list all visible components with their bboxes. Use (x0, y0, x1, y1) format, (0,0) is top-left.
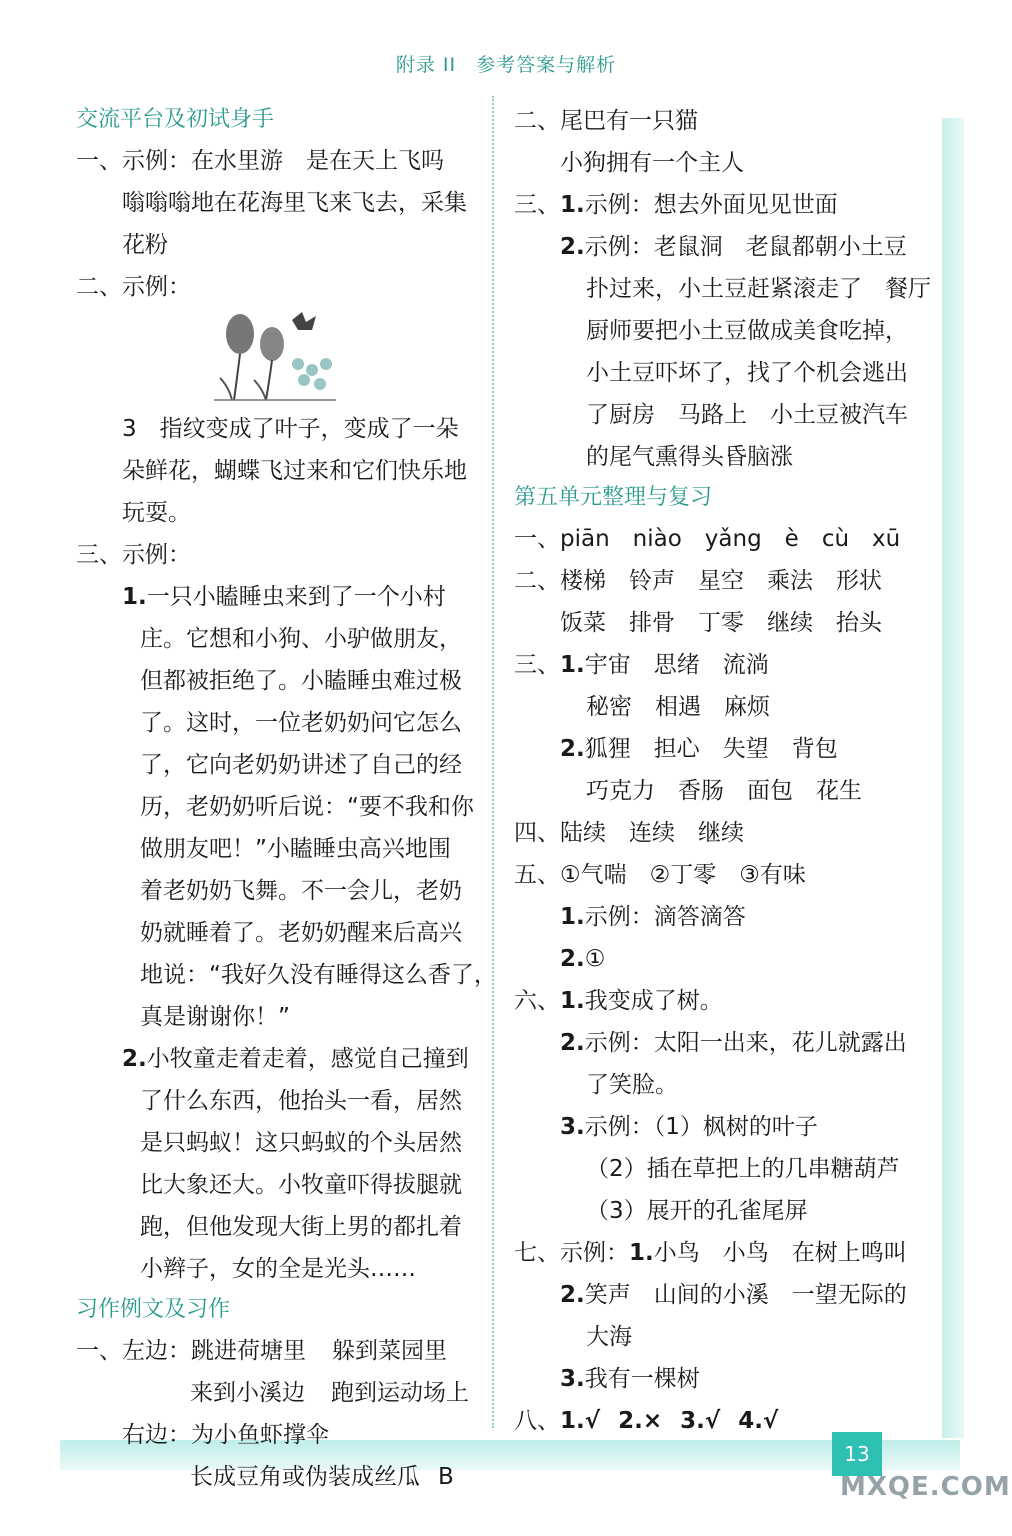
answer-line: 小狗拥有一个主人 (560, 150, 744, 176)
answer-text: 长成豆角或伪装成丝瓜 (190, 1464, 420, 1490)
answer-text: 小鸟 小鸟 在树上鸣叫 (653, 1240, 907, 1266)
answer-line (514, 184, 929, 226)
item-number: 2. (560, 1030, 585, 1056)
answer-line (514, 226, 929, 268)
right-column (514, 100, 929, 1442)
answer-text: 示例：老鼠洞 老鼠都朝小土豆 (584, 234, 907, 260)
answer-text: B (438, 1464, 454, 1490)
answer-line: 一、piān niào yǎng è cù xū (514, 526, 901, 552)
answer-text: 跳进荷塘里 (191, 1338, 306, 1364)
answer-line: 五、①气喘 ②丁零 ③有味 (514, 862, 806, 888)
answer-line: 朵鲜花，蝴蝶飞过来和它们快乐地 (122, 458, 467, 484)
answer-line (514, 1358, 929, 1400)
check-mark: √ (584, 1408, 601, 1434)
answer-line: 是只蚂蚁！这只蚂蚁的个头居然 (140, 1130, 462, 1156)
answer-line: 奶就睡着了。老奶奶醒来后高兴 (140, 920, 462, 946)
answer-line (514, 896, 929, 938)
answer-line: 但都被拒绝了。小瞌睡虫难过极 (140, 668, 462, 694)
answer-text: 示例：（1）枫树的叶子 (584, 1114, 818, 1140)
flower-butterfly-illustration (210, 308, 340, 404)
answer-line: 扑过来，小土豆赶紧滚走了 餐厅 (586, 276, 931, 302)
section-title-unit-review: 第五单元整理与复习 (514, 485, 713, 510)
item-number: 1. (560, 988, 585, 1014)
answer-line: 巧克力 香肠 面包 花生 (586, 778, 862, 804)
answer-text: 来到小溪边 (190, 1380, 305, 1406)
item-number: 2. (560, 736, 585, 762)
item-number: 1. (629, 1240, 654, 1266)
answer-line (514, 980, 929, 1022)
answer-line: 三、示例： (76, 542, 191, 568)
answer-line: 地说：“我好久没有睡得这么香了， (140, 962, 497, 988)
answer-line: 的尾气熏得头昏脑涨 (586, 444, 793, 470)
answer-line: 厨师要把小土豆做成美食吃掉， (586, 318, 908, 344)
answer-label: 右边： (122, 1422, 191, 1448)
item-number: 1. (560, 1408, 585, 1434)
answer-line: 比大象还大。小牧童吓得拔腿就 (140, 1172, 462, 1198)
answer-text: 宇宙 思绪 流淌 (584, 652, 769, 678)
answer-line: 嗡嗡嗡地在花海里飞来飞去，采集 (122, 190, 467, 216)
item-number: 2. (560, 946, 585, 972)
answer-line: 了。这时，一位老奶奶问它怎么 (140, 710, 462, 736)
answer-line: 着老奶奶飞舞。不一会儿，老奶 (140, 878, 462, 904)
answer-text: 跑到运动场上 (331, 1380, 469, 1406)
decorative-side-band (942, 118, 964, 1438)
answer-line: 跑，但他发现大街上男的都扎着 (140, 1214, 462, 1240)
answer-line: 大海 (586, 1324, 632, 1350)
answer-line (76, 576, 486, 618)
answer-line: 二、尾巴有一只猫 (514, 108, 698, 134)
answer-line: 了，它向老奶奶讲述了自己的经 (140, 752, 462, 778)
answer-line (514, 1022, 929, 1064)
check-mark: √ (762, 1408, 779, 1434)
answer-line: （3）展开的孔雀尾屏 (586, 1198, 808, 1224)
answer-line: 小辫子，女的全是光头…… (140, 1256, 416, 1282)
item-number: 1. (560, 192, 585, 218)
answer-line (76, 1330, 486, 1372)
answer-text: 为小鱼虾撑伞 (191, 1422, 329, 1448)
page-number-badge: 13 (832, 1432, 882, 1476)
answer-line: 玩耍。 (122, 500, 191, 526)
answer-line: 真是谢谢你！” (140, 1004, 290, 1030)
item-number: 1. (560, 652, 585, 678)
answer-text: 我有一棵树 (584, 1366, 700, 1392)
answer-text: 狐狸 担心 失望 背包 (584, 736, 838, 762)
answer-line: 花粉 (122, 232, 168, 258)
answer-line: 小土豆吓坏了，找了个机会逃出 (586, 360, 908, 386)
answer-text: 小牧童走着走着，感觉自己撞到 (146, 1046, 469, 1072)
item-number: 3. (560, 1114, 585, 1140)
answer-line: 历，老奶奶听后说：“要不我和你 (140, 794, 474, 820)
answer-text: 一只小瞌睡虫来到了一个小村 (146, 584, 446, 610)
item-number: 1. (560, 904, 585, 930)
answer-label: 七、示例： (514, 1240, 629, 1266)
item-number: 2. (618, 1408, 643, 1434)
answer-line: 秘密 相遇 麻烦 (586, 694, 770, 720)
answer-line (514, 938, 929, 980)
answer-line (514, 1106, 929, 1148)
answer-line (514, 1232, 929, 1274)
answer-label: 八、 (514, 1408, 560, 1434)
answer-line (76, 1414, 486, 1456)
answer-line: 饭菜 排骨 丁零 继续 抬头 (560, 610, 882, 636)
cross-mark: × (642, 1408, 663, 1434)
check-mark: √ (704, 1408, 721, 1434)
answer-line: 二、楼梯 铃声 星空 乘法 形状 (514, 568, 882, 594)
answer-line: 做朋友吧！”小瞌睡虫高兴地围 (140, 836, 451, 862)
answer-text: 示例：想去外面见见世面 (584, 192, 838, 218)
answer-line: 一、示例：在水里游 是在天上飞吗 (76, 148, 444, 174)
answer-label: 三、 (514, 652, 560, 678)
answer-line: 了厨房 马路上 小土豆被汽车 (586, 402, 908, 428)
answer-line (514, 728, 929, 770)
answer-text: 示例：滴答滴答 (584, 904, 746, 930)
column-divider (492, 96, 494, 1428)
item-number: 3. (680, 1408, 705, 1434)
section-title-exchange: 交流平台及初试身手 (76, 107, 275, 132)
answer-label: 三、 (514, 192, 560, 218)
answer-text: 躲到菜园里 (332, 1338, 447, 1364)
page-header: 附录 II 参考答案与解析 (395, 54, 617, 76)
answer-line: 了什么东西，他抬头一看，居然 (140, 1088, 462, 1114)
item-number: 2. (560, 1282, 585, 1308)
answer-line: 四、陆续 连续 继续 (514, 820, 744, 846)
answer-line: 了笑脸。 (586, 1072, 678, 1098)
item-number: 3. (560, 1366, 585, 1392)
answer-text: ① (584, 946, 606, 972)
answer-text: 示例：太阳一出来，花儿就露出 (584, 1030, 907, 1056)
answer-line: 3 指纹变成了叶子，变成了一朵 (122, 416, 459, 442)
answer-line (514, 1274, 929, 1316)
answer-line: （2）插在草把上的几串糖葫芦 (586, 1156, 900, 1182)
answer-line (514, 644, 929, 686)
answer-line: 二、示例： (76, 274, 191, 300)
site-watermark: MXQE.COM (840, 1472, 1011, 1502)
answer-text: 我变成了树。 (584, 988, 723, 1014)
answer-line (76, 1038, 486, 1080)
answer-line (76, 1456, 486, 1498)
answer-label: 一、左边： (76, 1338, 191, 1364)
answer-label: 六、 (514, 988, 560, 1014)
answer-line: 庄。它想和小狗、小驴做朋友， (140, 626, 462, 652)
answer-text: 笑声 山间的小溪 一望无际的 (584, 1282, 907, 1308)
item-number: 2. (122, 1046, 147, 1072)
section-title-writing: 习作例文及习作 (76, 1297, 231, 1322)
item-number: 2. (560, 234, 585, 260)
left-column (76, 100, 497, 1498)
item-number: 1. (122, 584, 147, 610)
item-number: 4. (738, 1408, 763, 1434)
answer-line (76, 1372, 486, 1414)
